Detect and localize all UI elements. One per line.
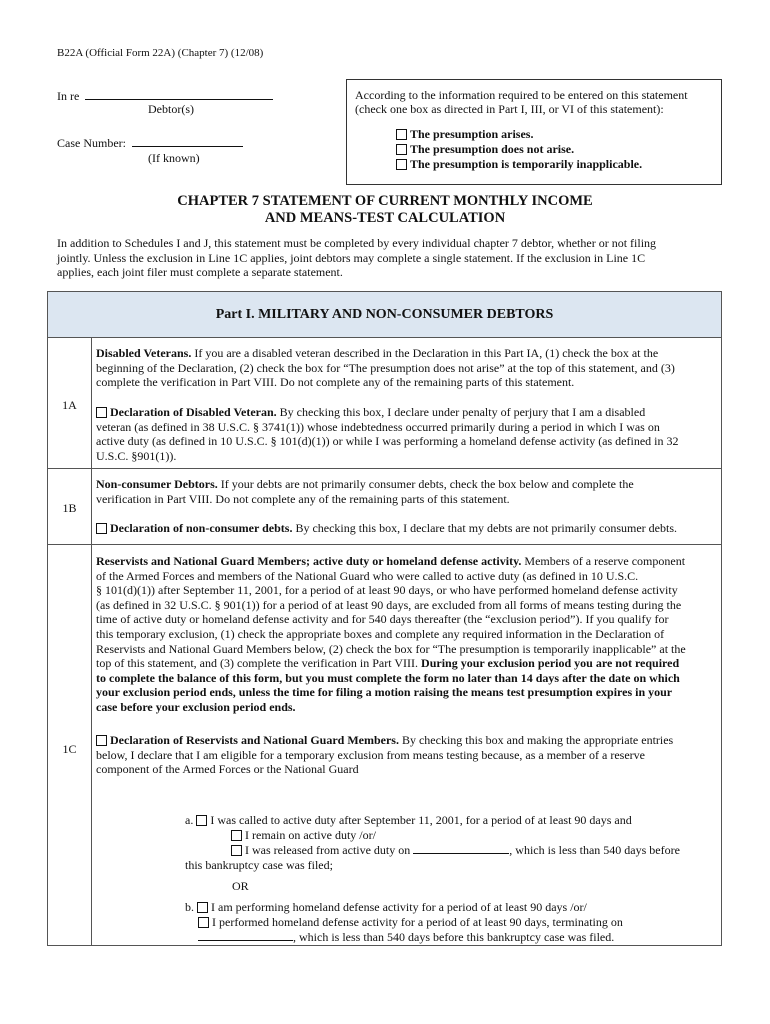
checkbox[interactable] bbox=[396, 129, 407, 140]
declaration-non-consumer-checkbox[interactable] bbox=[96, 523, 107, 534]
option-a-checkbox[interactable] bbox=[196, 815, 207, 826]
option-a-remain: I remain on active duty /or/ bbox=[231, 828, 376, 843]
case-number bbox=[57, 136, 243, 151]
or-separator: OR bbox=[232, 879, 249, 893]
presumption-option-not-arise[interactable]: The presumption does not arise. bbox=[396, 142, 574, 157]
column-divider bbox=[91, 338, 92, 945]
case-number-field[interactable] bbox=[132, 146, 243, 147]
debtor-name-field[interactable] bbox=[85, 99, 273, 100]
option-a: a. I was called to active duty after September 11, 2001, for a period of at least 90 days and bbox=[185, 813, 632, 827]
page-subtitle: AND MEANS-TEST CALCULATION bbox=[264, 210, 506, 226]
checkbox[interactable] bbox=[396, 159, 407, 170]
row-1b-declaration: Declaration of non-consumer debts. By checking this box, I declare that my debts are not primarily consumer debts. bbox=[96, 521, 718, 536]
row-1b-text: Non-consumer Debtors. If your debts are not primarily consumer debts, check the box below and complete the verification in Part VIII. Do not complete any of the remaining parts of this statement. bbox=[96, 477, 634, 506]
checkbox[interactable] bbox=[396, 144, 407, 155]
option-b: b. I am performing homeland defense activity for a period of at least 90 days /or/ bbox=[185, 900, 587, 914]
case-number-label: Case Number: bbox=[57, 136, 126, 150]
if-known-label: (If known) bbox=[148, 151, 200, 165]
debtor-label: Debtor(s) bbox=[148, 102, 194, 116]
option-b-terminated: I performed homeland defense activity for a period of at least 90 days, terminating on bbox=[198, 915, 623, 930]
row-1c-text: Reservists and National Guard Members; active duty or homeland defense activity. Members of a reserve component of the Armed Forces and members of the National Guard who were called to active duty (as defined in 10 U.S.C. § 101(d)(1)) after September 11, 2001, for a period of at least 90 days, or who have performed homeland defense activity (as defined in 32 U.S.C. § 901(1)) for a period of at least 90 days, are excluded from all forms of means testing during the time of active duty or homeland defense activity and for 540 days thereafter (the “exclusion period”). If you qualify for this temporary exclusion, (1) check the appropriate boxes and complete any required information in the Declaration of Reservists and National Guard Members below, (2) check the box for “The presumption is temporarily inapplicable” at the top of this statement, and (3) complete the verification in Part VIII. During your exclusion period you are not required to complete the balance of this form, but you must complete the form no later than 14 days after the date on which your exclusion period ends, unless the time for filing a motion raising the means test presumption expires in your case before your exclusion period ends. bbox=[96, 554, 686, 714]
form-id: B22A (Official Form 22A) (Chapter 7) (12/08) bbox=[57, 47, 264, 59]
row-1c-declaration: Declaration of Reservists and National Guard Members. By checking this box and making the appropriate entries below, I declare that I am eligible for a temporary exclusion from means testing because, as a member of a reserve component of the Armed Forces or the National Guard bbox=[96, 733, 674, 777]
row-1a-text: Disabled Veterans. If you are a disabled veteran described in the Declaration in this Part IA, (1) check the box at the beginning of the Declaration, (2) check the box for “The presumption does not arise” at the top of this statement, and (3) complete the verification in Part VIII. Do not complete any of the remaining parts of this statement. bbox=[96, 346, 675, 390]
released-active-duty-checkbox[interactable] bbox=[231, 845, 242, 856]
option-a-released: I was released from active duty on , which is less than 540 days before bbox=[231, 843, 680, 858]
row-divider bbox=[48, 544, 721, 545]
in-re-label: In re bbox=[57, 89, 80, 103]
option-a-cont: this bankruptcy case was filed; bbox=[185, 858, 333, 872]
part1-title: Part I. MILITARY AND NON-CONSUMER DEBTORS bbox=[215, 307, 554, 322]
intro-paragraph: In addition to Schedules I and J, this statement must be completed by every individual chapter 7 debtor, whether or not filing jointly. Unless the exclusion in Line 1C applies, joint debtors may complete a single statement. If the exclusion in Line 1C applies, each joint filer must complete a separate statement. bbox=[57, 236, 657, 280]
row-1a-declaration: Declaration of Disabled Veteran. By checking this box, I declare under penalty of perjury that I am a disabled veteran (as defined in 38 U.S.C. § 3741(1)) whose indebtedness occurred primarily during a period in which I was on active duty (as defined in 10 U.S.C. § 101(d)(1)) or while I was performing a homeland defense activity (as defined in 32 U.S.C. §901(1)). bbox=[96, 405, 679, 463]
page-title: CHAPTER 7 STATEMENT OF CURRENT MONTHLY INCOME bbox=[177, 193, 593, 209]
presumption-intro-1: According to the information required to be entered on this statement bbox=[355, 88, 688, 102]
declaration-disabled-veteran-checkbox[interactable] bbox=[96, 407, 107, 418]
declaration-reservists-checkbox[interactable] bbox=[96, 735, 107, 746]
presumption-intro-2: (check one box as directed in Part I, III, or VI of this statement): bbox=[355, 102, 664, 116]
row-divider bbox=[48, 468, 721, 469]
row-label-1b: 1B bbox=[62, 501, 77, 515]
presumption-option-arises[interactable]: The presumption arises. bbox=[396, 127, 533, 142]
presumption-option-inapplicable[interactable]: The presumption is temporarily inapplicable. bbox=[396, 157, 642, 172]
row-label-1a: 1A bbox=[62, 398, 77, 412]
row-label-1c: 1C bbox=[62, 742, 77, 756]
option-b-cont: , which is less than 540 days before this bankruptcy case was filed. bbox=[198, 930, 614, 945]
remain-active-duty-checkbox[interactable] bbox=[231, 830, 242, 841]
option-b-checkbox[interactable] bbox=[197, 902, 208, 913]
release-date-field[interactable] bbox=[413, 843, 509, 854]
termination-date-field[interactable] bbox=[198, 930, 293, 941]
performed-homeland-defense-checkbox[interactable] bbox=[198, 917, 209, 928]
